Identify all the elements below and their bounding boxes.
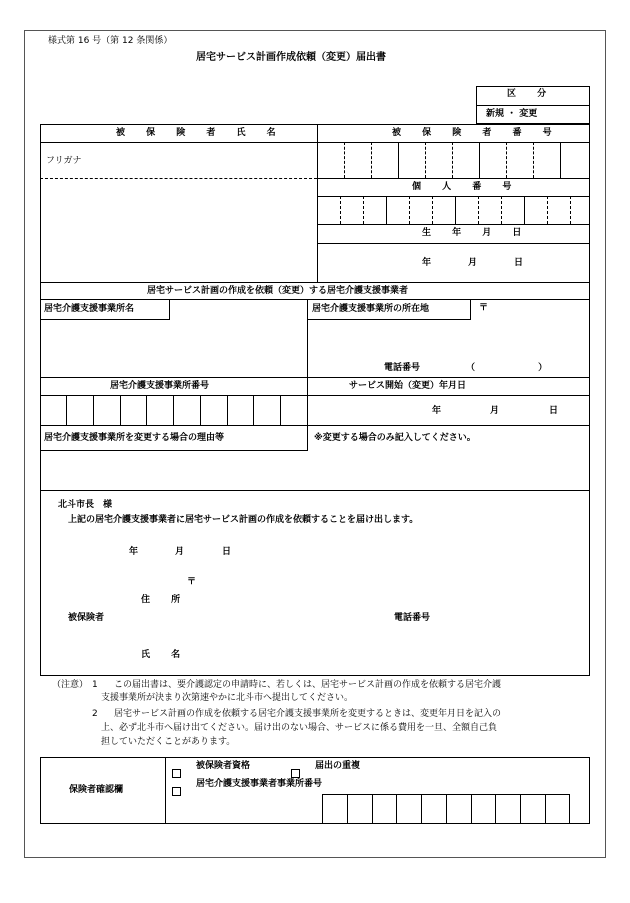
personal-number-header: 個 人 番 号	[412, 182, 521, 192]
declaration-year: 年	[129, 547, 139, 557]
change-reason-note: ※変更する場合のみ記入してください。	[314, 433, 476, 443]
note-1-line2: 支援事業所が決まり次第速やかに北斗市へ提出してください。	[101, 693, 354, 703]
insured-name-field[interactable]	[40, 179, 317, 282]
start-month: 月	[490, 406, 500, 416]
change-reason-field[interactable]	[40, 452, 590, 490]
office-address-field[interactable]	[308, 321, 590, 361]
check-duplicate-label: 届出の重複	[315, 761, 361, 771]
office-address-label: 居宅介護支援事業所の所在地	[312, 304, 430, 314]
declaration-month: 月	[175, 547, 185, 557]
note-2-line1: 居宅サービス計画の作成を依頼する居宅介護支援事業所を変更するときは、変更年月日を記入の	[114, 709, 502, 719]
insured-name-header: 被 保 険 者 氏 名	[116, 128, 285, 138]
checkbox-icon	[172, 787, 181, 796]
check-office-number-label: 居宅介護支援事業者事業所番号	[196, 779, 323, 789]
birth-month: 月	[468, 258, 478, 268]
office-number-field[interactable]	[40, 396, 307, 425]
personal-number-field[interactable]	[318, 197, 590, 224]
furigana-label: フリガナ	[46, 156, 82, 166]
furigana-field[interactable]	[40, 143, 317, 178]
office-postal-mark: 〒	[479, 303, 489, 313]
kubun-label: 区 分	[507, 89, 556, 99]
office-name-field[interactable]	[40, 321, 307, 377]
start-date-header: サービス開始（変更）年月日	[349, 381, 467, 391]
birth-year: 年	[422, 258, 432, 268]
kubun-value[interactable]: 新規 ・ 変更	[486, 109, 538, 119]
birth-day: 日	[514, 258, 524, 268]
declaration-statement: 上記の居宅介護支援事業者に居宅サービス計画の作成を依頼することを届け出します。	[68, 515, 419, 525]
page-title: 居宅サービス計画作成依頼（変更）届出書	[196, 52, 386, 63]
declaration-name-label: 氏 名	[141, 650, 190, 660]
form-number: 様式第 16 号（第 12 条関係）	[48, 36, 173, 46]
change-reason-label: 居宅介護支援事業所を変更する場合の理由等	[44, 433, 225, 443]
check-office-number-checkbox[interactable]	[172, 780, 181, 799]
addressee: 北斗市長 様	[58, 500, 113, 510]
notes-label: （注意）	[52, 680, 89, 690]
office-phone-label: 電話番号	[384, 363, 421, 373]
check-insured-label: 被保険者資格	[196, 761, 251, 771]
office-number-header: 居宅介護支援事業所番号	[110, 381, 210, 391]
birthdate-field[interactable]	[318, 244, 590, 282]
office-phone-parens: （ ）	[466, 363, 578, 373]
office-name-label: 居宅介護支援事業所名	[44, 304, 135, 314]
note-1-line1: この届出書は、要介護認定の申請時に、若しくは、居宅サービス計画の作成を依頼する居宅介護	[114, 680, 502, 690]
provider-section-header: 居宅サービス計画の作成を依頼（変更）する居宅介護支援事業者	[147, 286, 409, 296]
declaration-day: 日	[222, 547, 232, 557]
checkbox-icon	[172, 769, 181, 778]
start-year: 年	[432, 406, 442, 416]
start-day: 日	[549, 406, 559, 416]
check-insured-checkbox[interactable]	[172, 762, 181, 781]
insured-number-header: 被 保 険 者 番 号	[392, 128, 561, 138]
insured-number-field[interactable]	[318, 143, 590, 178]
declaration-phone-label: 電話番号	[394, 613, 431, 623]
note-2-line3: 担していただくことがあります。	[101, 737, 236, 747]
declaration-insured-label: 被保険者	[68, 613, 105, 623]
confirmation-label: 保険者確認欄	[69, 785, 124, 795]
birthdate-header: 生 年 月 日	[422, 228, 531, 238]
declaration-address-label: 住 所	[141, 595, 190, 605]
note-1-num: 1	[92, 680, 98, 690]
note-2-num: 2	[92, 709, 98, 719]
declaration-postal-mark: 〒	[187, 577, 197, 587]
start-date-field[interactable]	[308, 396, 590, 425]
note-2-line2: 上、必ず北斗市へ届け出てください。届け出のない場合、サービスに係る費用を一旦、全額自己負	[101, 723, 498, 733]
checkbox-icon	[291, 769, 300, 778]
